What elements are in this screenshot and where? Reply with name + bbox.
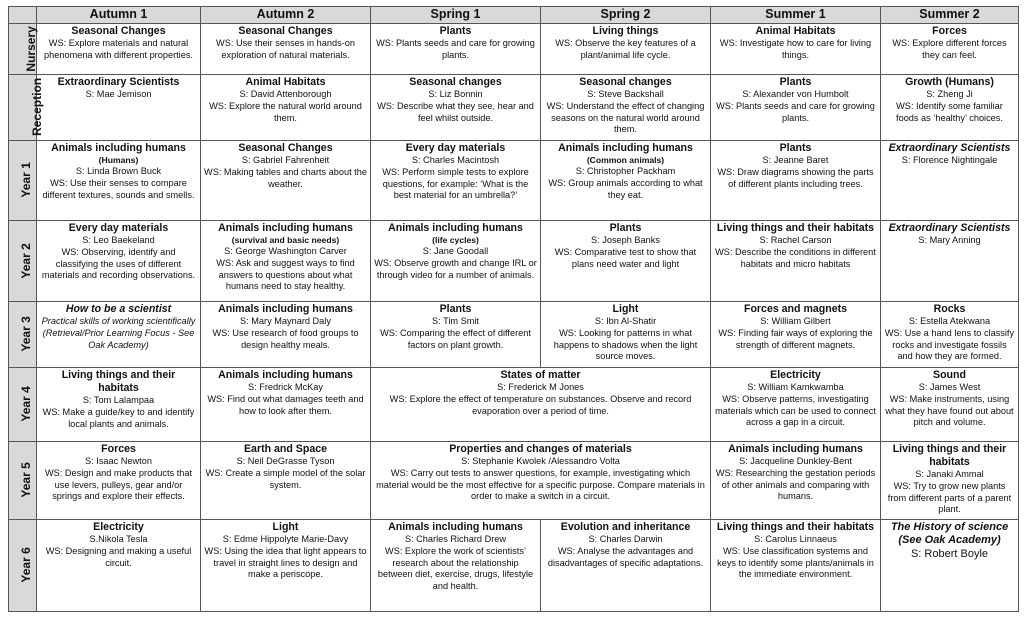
topic-cell (201, 302, 371, 368)
topic-cell (37, 141, 201, 221)
topic-title: Every day materials (405, 142, 506, 154)
scientist: S: Joseph Banks (591, 235, 660, 245)
working-scientifically: WS: Observe patterns, investigating materials which can be used to connect across a gap in a circuit. (715, 393, 876, 428)
topic-title: Plants (439, 25, 472, 37)
year-label-text: Year 1 (18, 162, 33, 198)
term-header-row (9, 7, 1019, 24)
year-label (9, 520, 37, 612)
topic-cell (37, 368, 201, 442)
working-scientifically: WS: Use their senses in hands-on exploration of natural materials. (216, 38, 355, 60)
topic-title: Animals including humans (558, 142, 693, 154)
scientist: S: Robert Boyle (910, 548, 989, 560)
year-label-text: Year 4 (18, 386, 33, 422)
working-scientifically: WS: Use classification systems and keys to identify some plants/animals in the immediate environment. (717, 545, 874, 580)
scientist: S: Rachel Carson (759, 235, 832, 245)
topic-title: Properties and changes of materials (449, 443, 632, 455)
topic-title: Earth and Space (243, 443, 327, 455)
scientist: S: Edme Hippolyte Marie-Davy (222, 534, 349, 544)
topic-title: Forces and magnets (743, 303, 848, 315)
scientist: S: Mary Anning (918, 235, 981, 245)
topic-cell (37, 24, 201, 75)
scientist: S: William Kamkwamba (747, 382, 844, 392)
scientist: S: George Washington Carver (224, 246, 347, 256)
topic-cell (881, 75, 1019, 141)
year-label (9, 442, 37, 520)
year-row (9, 221, 1019, 302)
scientist: S: Jeanne Baret (762, 155, 829, 165)
scientist: S: Charles Macintosh (411, 155, 500, 165)
topic-title: Plants (439, 303, 472, 315)
topic-title: States of matter (500, 369, 581, 381)
working-scientifically: WS: Carry out tests to answer questions, for example, investigating which material would be the most effective for a specific purpose. Compare materials in order to make a switch in a circuit. (376, 467, 705, 502)
topic-cell (371, 24, 541, 75)
working-scientifically: WS: Designing and making a useful circuit. (45, 545, 192, 568)
year-label-text: Year 3 (18, 316, 33, 352)
year-label-text: Reception (30, 77, 45, 136)
scientist: S: William Gilbert (760, 316, 831, 326)
topic-cell (541, 24, 711, 75)
year-row (9, 24, 1019, 75)
topic-cell (881, 368, 1019, 442)
topic-title: Animals including humans (218, 222, 353, 234)
scientist: S: Tim Smit (432, 316, 479, 326)
topic-cell (201, 141, 371, 221)
topic-title: Extraordinary Scientists (888, 142, 1011, 154)
topic-title: Seasonal Changes (71, 25, 166, 37)
topic-title: Evolution and inheritance (560, 521, 691, 533)
topic-title: Living things (592, 25, 659, 37)
scientist: S: Fredrick McKay (247, 382, 324, 392)
working-scientifically: WS: Plants seeds and care for growing plants. (716, 100, 875, 123)
scientist: S: Christopher Packham (575, 166, 676, 176)
scientist: S: Stephanie Kwolek /Alessandro Volta (461, 456, 620, 466)
topic-cell (201, 24, 371, 75)
working-scientifically: WS: Researching the gestation periods of other animals and comparing with humans. (715, 467, 876, 502)
working-scientifically: WS: Observe growth and change IRL or through video for a number of animals. (374, 257, 537, 280)
topic-title: Living things and their habitats (892, 443, 1007, 468)
topic-cell (711, 368, 881, 442)
working-scientifically: WS: Investigate how to care for living things. (719, 38, 872, 60)
year-row (9, 141, 1019, 221)
scientist: S: Liz Bonnin (428, 89, 483, 99)
working-scientifically: WS: Comparing the effect of different factors on plant growth. (380, 327, 531, 350)
year-label (9, 368, 37, 442)
scientist: S: Linda Brown Buck (75, 166, 162, 176)
year-row (9, 520, 1019, 612)
year-label (9, 221, 37, 302)
scientist: S: Gabriel Fahrenheit (241, 155, 330, 165)
scientist: S: Isaac Newton (85, 456, 152, 466)
working-scientifically: WS: Use a hand lens to classify rocks and investigate fossils and how they are formed. (884, 327, 1015, 362)
working-scientifically: WS: Make a guide/key to and identify local plants and animals. (42, 406, 195, 429)
scientist: S: Steve Backshall (587, 89, 664, 99)
topic-cell (371, 141, 541, 221)
topic-cell (541, 75, 711, 141)
term-header: Spring 1 (371, 7, 541, 24)
topic-cell (201, 520, 371, 612)
topic-cell (881, 520, 1019, 612)
working-scientifically: WS: Using the idea that light appears to travel in straight lines to design and make a periscope. (204, 545, 367, 580)
topic-title: How to be a scientist (65, 303, 172, 315)
working-scientifically: WS: Use research of food groups to design healthy meals. (212, 327, 359, 350)
scientist: S: Florence Nightingale (901, 155, 998, 165)
scientist: S: James West (918, 382, 981, 392)
topic-cell (711, 75, 881, 141)
topic-cell (711, 442, 881, 520)
term-header: Autumn 2 (201, 7, 371, 24)
year-label-text: Nursery (23, 25, 38, 72)
topic-title: Electricity (93, 521, 144, 533)
working-scientifically: WS: Make instruments, using what they have found out about pitch and volume. (885, 393, 1014, 428)
topic-title: Animals including humans (728, 443, 863, 455)
topic-cell (37, 75, 201, 141)
topic-title: Light (272, 521, 299, 533)
topic-cell (371, 520, 541, 612)
scientist: S: Zheng Ji (926, 89, 973, 99)
topic-title: Growth (Humans) (905, 76, 994, 88)
topic-cell (711, 141, 881, 221)
topic-cell (711, 302, 881, 368)
topic-title: Sound (933, 369, 966, 381)
topic-cell (371, 442, 711, 520)
topic-cell (541, 221, 711, 302)
scientist: S: Leo Baekeland (82, 235, 155, 245)
topic-cell (37, 442, 201, 520)
scientist: S: Mae Jemison (85, 89, 152, 99)
topic-cell (201, 221, 371, 302)
corner-cell (9, 7, 37, 24)
topic-cell (371, 75, 541, 141)
scientist: S: Jane Goodall (422, 246, 489, 256)
year-row (9, 302, 1019, 368)
scientist: S: Charles Darwin (588, 534, 663, 544)
topic-title: Animals including humans (388, 521, 523, 533)
topic-title: Living things and their habitats (716, 222, 875, 234)
scientist: S: Tom Lalampaa (82, 395, 155, 405)
working-scientifically: WS: Understand the effect of changing seasons on the natural world around them. (546, 100, 705, 135)
working-scientifically: WS: Comparative test to show that plans need water and light (554, 246, 697, 269)
topic-title: Rocks (933, 303, 966, 315)
scientist: S: Frederick M Jones (497, 382, 584, 392)
scientist: S: Jacqueline Dunkley-Bent (739, 456, 852, 466)
scientist: S: Charles Richard Drew (404, 534, 507, 544)
topic-title: Living things and their habitats (716, 521, 875, 533)
topic-cell (371, 302, 541, 368)
topic-cell (541, 141, 711, 221)
topic-cell (881, 302, 1019, 368)
topic-title: Light (612, 303, 639, 315)
term-header: Autumn 1 (37, 7, 201, 24)
year-label (9, 141, 37, 221)
scientist: S: Mary Maynard Daly (240, 316, 331, 326)
working-scientifically: WS: Plants seeds and care for growing plants. (376, 38, 535, 60)
working-scientifically: WS: Finding fair ways of exploring the strength of different magnets. (718, 327, 873, 350)
topic-title: The History of science (See Oak Academy) (890, 521, 1009, 546)
working-scientifically: WS: Find out what damages teeth and how to look after them. (207, 393, 364, 416)
scientist: S.Nikola Tesla (89, 534, 148, 544)
year-row (9, 442, 1019, 520)
scientist: S: Estella Atekwana (908, 316, 991, 326)
topic-cell (881, 442, 1019, 520)
year-label (9, 75, 45, 141)
working-scientifically: WS: Explore different forces they can feel. (892, 38, 1007, 60)
topic-title: Animals including humans (388, 222, 523, 234)
year-label-text: Year 5 (18, 462, 33, 498)
term-header: Spring 2 (541, 7, 711, 24)
year-label (9, 24, 37, 75)
working-scientifically: WS: Explore the work of scientists’ research about the relationship between diet, exercise, drugs, lifestyle and health. (377, 545, 534, 592)
topic-title: Seasonal Changes (238, 142, 333, 154)
topic-title: Animal Habitats (245, 76, 326, 88)
year-label (9, 302, 37, 368)
topic-title: Extraordinary Scientists (888, 222, 1011, 234)
year-label-text: Year 6 (18, 547, 33, 583)
topic-cell (881, 24, 1019, 75)
working-scientifically: WS: Making tables and charts about the weather. (204, 166, 367, 189)
working-scientifically: WS: Use their senses to compare different textures, sounds and smells. (42, 177, 195, 200)
working-scientifically: WS: Identify some familiar foods as ‘healthy’ choices. (896, 100, 1003, 123)
topic-title: Every day materials (68, 222, 169, 234)
topic-cell (711, 221, 881, 302)
working-scientifically: WS: Create a simple model of the solar system. (205, 467, 366, 490)
topic-subtitle: (Common animals) (586, 155, 665, 165)
scientist: S: Carolus Linnaeus (754, 534, 837, 544)
topic-cell (201, 368, 371, 442)
scientist: S: Ibn Al-Shatir (594, 316, 657, 326)
topic-title: Plants (779, 142, 812, 154)
topic-title: Extraordinary Scientists (57, 76, 180, 88)
topic-cell (371, 221, 541, 302)
topic-title: Plants (779, 76, 812, 88)
topic-cell (881, 141, 1019, 221)
topic-cell (201, 442, 371, 520)
scientist: S: Janaki Ammal (915, 469, 984, 479)
topic-title: Animals including humans (218, 369, 353, 381)
topic-cell (881, 221, 1019, 302)
topic-title: Forces (932, 25, 967, 37)
topic-title: Seasonal changes (579, 76, 672, 88)
topic-subtitle: (Humans) (98, 155, 139, 165)
topic-title: Animals including humans (218, 303, 353, 315)
topic-subtitle: (life cycles) (432, 235, 479, 245)
topic-cell (37, 302, 201, 368)
topic-title: Animals including humans (51, 142, 186, 154)
scientist: S: Alexander von Humbolt (742, 89, 849, 99)
year-label-text: Year 2 (18, 242, 33, 279)
term-header: Summer 2 (881, 7, 1019, 24)
topic-title: Living things and their habitats (61, 369, 176, 394)
topic-title: Plants (609, 222, 642, 234)
scientist: S: David Attenborough (239, 89, 332, 99)
scientist: S: Neil DeGrasse Tyson (236, 456, 335, 466)
working-scientifically: WS: Design and make products that use levers, pulleys, gear and/or springs and explore their effects. (44, 467, 193, 502)
topic-cell (541, 302, 711, 368)
working-scientifically: WS: Explore materials and natural phenomena with different properties. (44, 38, 193, 60)
topic-cell (541, 520, 711, 612)
working-scientifically: WS: Perform simple tests to explore questions, for example: ‘What is the best material for an umbrella?’ (382, 166, 529, 201)
topic-title: Seasonal changes (409, 76, 502, 88)
working-scientifically: WS: Observe the key features of a plant/animal life cycle. (555, 38, 696, 60)
working-scientifically: WS: Describe what they see, hear and feel whilst outside. (377, 100, 534, 123)
topic-subtitle: (survival and basic needs) (231, 235, 340, 245)
topic-cell (371, 368, 711, 442)
topic-description: Practical skills of working scientifically (Retrieval/Prior Learning Focus - See Oak Academy) (41, 316, 196, 350)
working-scientifically: WS: Analyse the advantages and disadvantages of specific adaptations. (547, 545, 704, 568)
working-scientifically: WS: Looking for patterns in what happens to shadows when the light source moves. (553, 327, 698, 362)
curriculum-table (8, 6, 1019, 612)
topic-title: Forces (101, 443, 136, 455)
working-scientifically: WS: Draw diagrams showing the parts of different plants including trees. (717, 166, 874, 189)
working-scientifically: WS: Explore the natural world around them. (209, 100, 362, 123)
year-row (9, 368, 1019, 442)
topic-cell (711, 520, 881, 612)
topic-title: Electricity (770, 369, 821, 381)
term-header: Summer 1 (711, 7, 881, 24)
topic-cell (711, 24, 881, 75)
topic-title: Seasonal Changes (238, 25, 333, 37)
topic-cell (201, 75, 371, 141)
topic-cell (37, 520, 201, 612)
working-scientifically: WS: Try to grow new plants from different parts of a parent plant. (887, 480, 1012, 515)
topic-title: Animal Habitats (755, 25, 836, 37)
year-row (9, 75, 1019, 141)
working-scientifically: WS: Explore the effect of temperature on substances. Observe and record evaporation over a period of time. (389, 393, 692, 416)
curriculum-body (9, 24, 1019, 612)
working-scientifically: WS: Observing, identify and classifying the uses of different materials and recording observations. (41, 246, 196, 281)
working-scientifically: WS: Ask and suggest ways to find answers to questions about what humans need to stay healthy. (216, 257, 355, 292)
working-scientifically: WS: Describe the conditions in different habitats and micro habitats (715, 246, 876, 269)
topic-cell (37, 221, 201, 302)
working-scientifically: WS: Group animals according to what they eat. (548, 177, 703, 200)
